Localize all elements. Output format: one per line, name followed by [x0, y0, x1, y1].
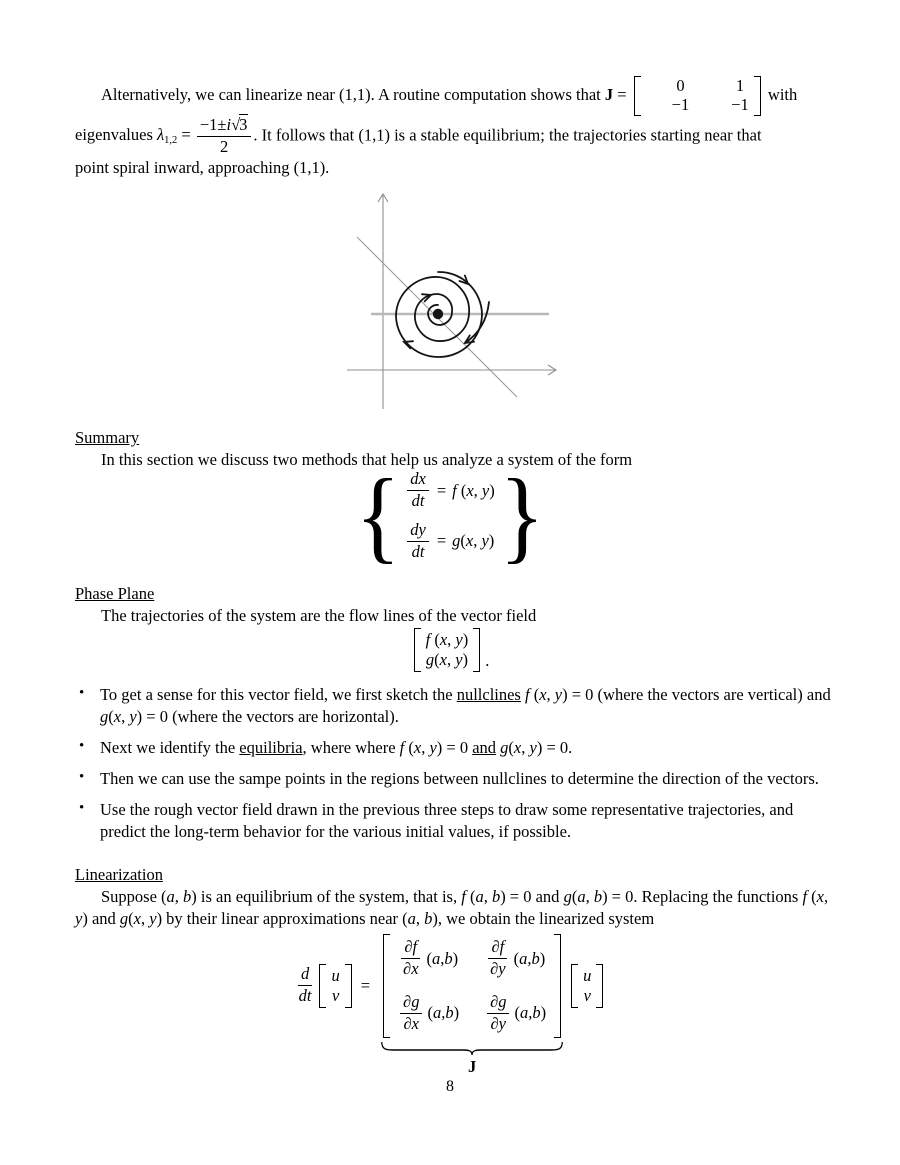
text-segment: y	[455, 630, 463, 649]
text-segment: a	[432, 1003, 442, 1023]
phase-portrait-figure	[338, 184, 570, 414]
text-segment: =	[613, 84, 631, 104]
text-segment: Next we identify the	[100, 737, 240, 757]
fraction-numerator: ∂g	[400, 993, 422, 1014]
text-segment: b	[444, 948, 453, 968]
text-segment: ), we obtain the linearized system	[432, 908, 655, 928]
fraction-denominator: ∂x	[403, 1013, 419, 1033]
text-segment: b	[183, 887, 192, 906]
fraction-denominator: dt	[298, 986, 312, 1006]
text-segment: a	[432, 948, 441, 968]
partial-fraction	[487, 938, 508, 979]
text-segment: x	[113, 706, 122, 726]
text-segment: y	[481, 480, 490, 500]
text-segment: g	[452, 531, 461, 551]
text-segment: (	[465, 887, 476, 906]
underbrace	[380, 1040, 564, 1056]
page-number: 8	[446, 1078, 454, 1095]
text-run	[101, 606, 536, 625]
text-segment: ) by their linear approximations near (	[156, 908, 408, 928]
paragraph-linearize-near-11	[75, 76, 837, 179]
text-segment: b	[491, 887, 501, 906]
text-segment: with	[763, 84, 798, 104]
right-bracket	[345, 964, 352, 1008]
text-segment: f	[425, 630, 431, 649]
text-segment: b	[445, 1003, 454, 1023]
vector-entry: u	[331, 966, 340, 986]
text-segment: (	[460, 531, 466, 551]
text-segment: (	[529, 685, 540, 704]
d-dt-fraction	[296, 965, 315, 1006]
bullet-item-nullclines	[75, 684, 840, 728]
rhs	[452, 530, 494, 552]
text-segment: x	[413, 737, 422, 757]
text-run	[75, 158, 329, 177]
eval-point	[427, 948, 459, 970]
uv-vector-right	[571, 964, 603, 1008]
text-segment: a	[519, 1003, 529, 1023]
text-segment: (	[508, 737, 514, 757]
partial-fraction	[400, 993, 422, 1034]
text-segment: point spiral inward, approaching (1,1).	[75, 157, 330, 177]
text-run	[253, 125, 761, 144]
text-segment: ,	[447, 630, 456, 649]
text-segment: g	[500, 737, 509, 757]
jacobian-cell	[485, 938, 546, 979]
text-segment: ,	[483, 887, 492, 906]
text-segment: ) = 0	[436, 737, 473, 757]
text-segment: (	[108, 706, 114, 726]
paragraph-line	[75, 157, 837, 179]
vector-entries	[326, 964, 344, 1008]
text-segment: ,	[473, 531, 482, 551]
jacobian-matrix	[383, 934, 561, 1038]
text-segment: nullclines	[456, 685, 521, 704]
bullet-item-equilibria	[75, 737, 840, 759]
matrix-entries	[641, 76, 754, 116]
right-bracket	[554, 934, 561, 1038]
axes-group	[347, 194, 556, 409]
text-segment: )	[489, 480, 495, 500]
vector-entry	[426, 651, 469, 668]
text-segment: ,	[440, 948, 445, 968]
text-segment: )	[539, 948, 546, 968]
right-bracket	[473, 628, 480, 672]
linearization-body	[75, 886, 837, 930]
phase-plane-heading: Phase Plane	[75, 584, 155, 603]
text-segment: y	[129, 706, 137, 726]
text-segment: (	[434, 650, 440, 670]
bullet-text	[100, 737, 840, 759]
partial-fraction	[487, 993, 509, 1034]
text-segment: b	[593, 887, 603, 906]
text-segment: f	[524, 685, 530, 704]
summary-heading: Summary	[75, 428, 140, 447]
text-segment: (	[456, 480, 467, 500]
bullet-text	[100, 768, 840, 790]
uv-vector-left	[319, 964, 351, 1008]
text-segment: )	[488, 531, 495, 551]
text-segment: (	[426, 948, 433, 968]
vector-entry	[426, 631, 469, 648]
text-segment: Use the rough vector field drawn in the previous three steps to draw some representative trajectories, and predict the long-term behavior for the various initial values, if possible.	[100, 799, 794, 841]
text-segment: ,	[140, 908, 150, 928]
text-segment: y	[554, 685, 563, 704]
text-segment: (	[427, 1003, 433, 1023]
left-bracket	[414, 628, 421, 672]
vector-entry: v	[583, 986, 591, 1006]
fraction-denominator: ∂x	[403, 958, 419, 978]
left-bracket	[571, 964, 578, 1008]
fraction-numerator: ∂f	[401, 938, 420, 959]
text-segment: ,	[528, 1003, 533, 1023]
left-bracket	[319, 964, 326, 1008]
text-segment: ,	[824, 887, 829, 906]
text-segment: a	[475, 887, 484, 906]
text-segment: ) and	[82, 908, 120, 928]
text-run	[75, 125, 195, 147]
eval-point	[514, 948, 546, 970]
text-segment: Suppose (	[101, 887, 167, 906]
bullet-item-sample-points	[75, 768, 840, 790]
partial-fraction	[400, 938, 421, 979]
text-segment: ) = 0 (where the vectors are horizontal).	[136, 706, 399, 726]
text-segment: f	[461, 887, 466, 906]
text-segment: a	[519, 948, 528, 968]
text-segment: To get a sense for this vector field, we first sketch the	[100, 685, 457, 704]
fraction-denominator: 2	[220, 136, 229, 156]
right-curly-brace: }	[499, 458, 545, 574]
paragraph-line	[75, 76, 837, 116]
text-segment: f	[802, 887, 808, 906]
text-segment: a	[166, 887, 175, 906]
phase-plane-intro	[75, 605, 837, 627]
text-segment: )	[452, 948, 459, 968]
period: .	[485, 650, 490, 670]
fraction-numerator: dy	[407, 521, 429, 542]
fraction-denominator: dt	[411, 490, 425, 510]
text-segment: y	[75, 908, 83, 928]
jacobian-cell	[398, 938, 459, 979]
text-segment: (	[430, 630, 440, 649]
text-segment: 3	[239, 114, 248, 134]
jacobian-entries	[390, 934, 554, 1038]
summary-intro	[75, 449, 837, 471]
text-segment: ,	[473, 480, 482, 500]
bullet-icon: •	[79, 799, 85, 816]
text-segment: (	[404, 737, 414, 757]
text-segment: (	[128, 908, 134, 928]
text-segment: equilibria	[239, 737, 303, 757]
bullet-icon: •	[79, 768, 85, 785]
bullet-icon: •	[79, 737, 85, 754]
left-curly-brace: {	[355, 458, 401, 574]
matrix-entry: −1	[731, 94, 749, 114]
jacobian-cell	[398, 993, 459, 1034]
linearized-system-equation	[0, 934, 900, 1076]
text-segment: ,	[446, 650, 456, 670]
underbrace-path	[382, 1042, 563, 1055]
matrix-entry: 1	[735, 76, 745, 95]
bullet-text	[100, 799, 840, 843]
eval-point	[514, 1002, 546, 1024]
text-segment: 1,2	[164, 135, 178, 147]
eval-point	[427, 1002, 459, 1024]
text-segment: λ	[157, 125, 165, 145]
text-segment: x	[539, 685, 547, 704]
text-segment: )	[462, 630, 469, 649]
matrix-entry: −1	[671, 94, 690, 114]
text-segment: y	[529, 737, 537, 757]
text-segment: g	[425, 650, 435, 670]
text-segment: and	[472, 737, 497, 757]
text-segment: g	[563, 887, 572, 906]
text-segment: y	[149, 908, 157, 928]
text-segment: y	[455, 650, 463, 670]
text-segment: Alternatively, we can linearize near (1,1). A routine computation shows that	[101, 84, 605, 104]
text-segment: a	[577, 887, 586, 906]
text-segment: −1±	[199, 114, 227, 134]
text-segment: J	[604, 84, 614, 104]
text-segment: ,	[441, 1003, 446, 1023]
text-run	[75, 887, 828, 928]
text-segment: ) = 0. Replacing the functions	[602, 887, 803, 906]
text-segment: ) = 0 (where the vectors are vertical) and	[562, 685, 831, 704]
text-segment: g	[119, 908, 129, 928]
fraction-denominator: ∂y	[490, 958, 506, 978]
text-segment: (	[513, 948, 520, 968]
text-segment: x	[466, 480, 474, 500]
vector-entry: u	[583, 966, 592, 986]
text-segment: g	[100, 706, 109, 726]
jacobian-matrix-block	[380, 934, 564, 1076]
fraction-denominator: dt	[411, 541, 425, 561]
vector-entry: v	[331, 986, 340, 1006]
text-segment: ) = 0 and	[500, 887, 564, 906]
vector-entries	[578, 964, 596, 1008]
text-segment: √	[231, 114, 241, 134]
text-segment: x	[816, 887, 824, 906]
paragraph-line	[75, 116, 837, 157]
text-run	[764, 85, 797, 104]
text-segment: ,	[546, 685, 555, 704]
text-segment: )	[540, 1003, 547, 1023]
text-segment: In this section we discuss two methods that help us analyze a system of the form	[101, 450, 633, 469]
text-segment: ) is an equilibrium of the system, that is,	[191, 887, 462, 906]
eigenvalue-fraction	[197, 116, 252, 157]
left-bracket	[383, 934, 390, 1038]
text-segment: The trajectories of the system are the flow lines of the vector field	[101, 606, 537, 625]
text-segment: ,	[527, 948, 532, 968]
text-segment: , where where	[302, 737, 400, 757]
bullet-text	[100, 684, 840, 728]
fraction-numerator: d	[298, 965, 312, 986]
text-segment: (	[514, 1003, 520, 1023]
text-segment: i	[226, 114, 232, 134]
left-bracket	[634, 76, 641, 116]
vector-entries	[421, 628, 474, 672]
text-segment: b	[531, 948, 540, 968]
method-bullet-list	[75, 684, 840, 852]
text-segment: ) = 0.	[536, 737, 573, 757]
text-segment: b	[424, 908, 433, 928]
text-run	[101, 85, 631, 104]
right-bracket	[754, 76, 761, 116]
text-segment: (	[807, 887, 817, 906]
linearization-heading: Linearization	[75, 865, 163, 884]
text-segment: f	[399, 737, 405, 757]
matrix-entry: 0	[676, 76, 685, 95]
text-segment: a	[407, 908, 416, 928]
text-segment: x	[465, 531, 474, 551]
text-segment: b	[532, 1003, 541, 1023]
text-segment: eigenvalues	[75, 125, 158, 145]
text-segment: Then we can use the sampe points in the regions between nullclines to determine the direction of the vectors.	[100, 768, 819, 788]
text-segment: )	[453, 1003, 460, 1023]
text-segment: ,	[174, 887, 184, 906]
text-segment: ,	[121, 706, 130, 726]
fraction-denominator: ∂y	[490, 1013, 507, 1033]
text-segment: . It follows that (1,1) is a stable equilibrium; the trajectories starting near that	[253, 125, 762, 145]
text-segment: =	[177, 125, 195, 145]
text-segment: x	[439, 630, 448, 649]
fraction-numerator	[197, 116, 252, 137]
text-segment: y	[481, 531, 489, 551]
fraction-numerator: dx	[407, 470, 429, 491]
bullet-item-trajectories	[75, 799, 840, 843]
equals-sign: =	[436, 480, 447, 500]
fraction-numerator: ∂f	[488, 938, 507, 959]
text-segment: ,	[421, 737, 430, 757]
equation-dy-dt	[405, 521, 495, 562]
text-segment: f	[452, 480, 457, 500]
equation-dx-dt	[405, 470, 495, 511]
bullet-icon: •	[79, 685, 85, 701]
jacobian-inline-matrix	[634, 76, 761, 116]
text-segment: ,	[415, 908, 425, 928]
text-segment: ,	[521, 737, 530, 757]
text-segment: x	[439, 650, 447, 670]
rhs	[452, 480, 495, 502]
fraction-numerator: ∂g	[487, 993, 509, 1014]
text-segment: )	[462, 650, 469, 670]
system-rows	[405, 470, 495, 562]
equals-sign: =	[436, 531, 447, 551]
dy-dt-fraction	[407, 521, 429, 562]
vector-field-matrix	[414, 628, 481, 672]
equilibrium-point-dot	[433, 309, 443, 319]
text-segment: x	[513, 737, 522, 757]
jacobian-cell	[485, 993, 546, 1034]
vector-field-display	[0, 628, 900, 672]
dx-dt-fraction	[407, 470, 429, 511]
equals-sign: =	[360, 975, 371, 995]
text-segment: (	[571, 887, 578, 906]
text-segment: ,	[585, 887, 594, 906]
right-bracket	[596, 964, 603, 1008]
jacobian-label-J: J	[467, 1056, 477, 1076]
text-segment: y	[429, 737, 437, 757]
text-segment: x	[133, 908, 141, 928]
